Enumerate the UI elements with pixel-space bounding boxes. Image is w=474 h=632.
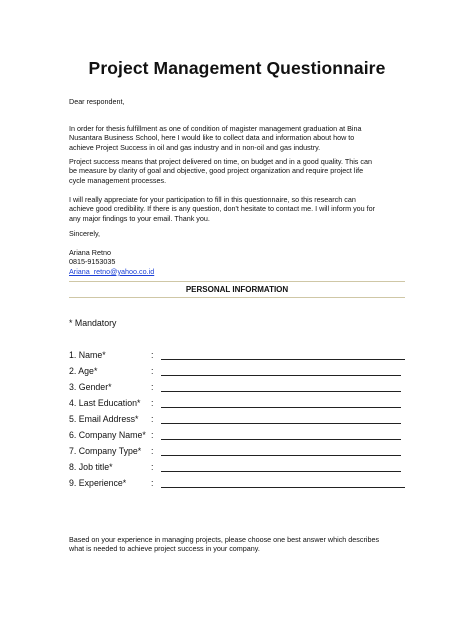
appreciation-line: achieve good credibility. If there is any question, don't hesitate to contact me. I will inform you for — [69, 204, 376, 214]
signature-name: Ariana Retno — [69, 248, 111, 257]
instructions-line: Based on your experience in managing projects, please choose one best answer which describes — [69, 535, 380, 544]
field-colon: : — [151, 446, 154, 456]
project-success-line: Project success means that project delivered on time, on budget and in a good quality. This can — [69, 157, 372, 166]
project-success-line: be measure by clarity of goal and objective, good project organization and require project life — [69, 166, 364, 176]
age-input-line[interactable] — [161, 375, 401, 376]
field-colon: : — [151, 478, 154, 488]
intro-paragraph — [69, 124, 406, 152]
form-field-experience — [69, 478, 409, 492]
project-success-paragraph — [69, 157, 406, 185]
field-colon: : — [151, 414, 154, 424]
signature-phone: 0815-9153035 — [69, 257, 116, 267]
form-field-last-education — [69, 398, 409, 412]
appreciation-paragraph — [69, 195, 406, 223]
field-colon: : — [151, 398, 154, 408]
greeting: Dear respondent, — [69, 97, 125, 106]
field-label: 6. Company Name* — [69, 430, 146, 440]
field-label: 9. Experience* — [69, 478, 127, 488]
field-label: 1. Name* — [69, 350, 106, 360]
company-name-input-line[interactable] — [161, 439, 401, 440]
field-label: 8. Job title* — [69, 462, 113, 472]
mandatory-note: * Mandatory — [69, 318, 117, 328]
intro-line: Nusantara Business School, here I would like to collect data and information about how to — [69, 133, 355, 143]
form-field-age — [69, 366, 409, 380]
section-divider-bottom — [69, 297, 405, 298]
gender-input-line[interactable] — [161, 391, 401, 392]
job-title-input-line[interactable] — [161, 471, 401, 472]
signature-block — [69, 248, 406, 276]
form-field-company-name — [69, 430, 409, 444]
project-success-line: cycle management processes. — [69, 175, 167, 185]
email-address-input-line[interactable] — [161, 423, 401, 424]
instructions-line: what is needed to achieve project success in your company. — [69, 544, 260, 554]
field-label: 3. Gender* — [69, 382, 112, 392]
field-label: 2. Age* — [69, 366, 98, 376]
document-title: Project Management Questionnaire — [88, 58, 386, 78]
field-colon: : — [151, 350, 154, 360]
form-field-name — [69, 350, 409, 364]
appreciation-line: I will really appreciate for your participation to fill in this questionnaire, so this research can — [69, 195, 356, 204]
company-type-input-line[interactable] — [161, 455, 401, 456]
section-divider-top — [69, 281, 405, 282]
field-colon: : — [151, 382, 154, 392]
form-field-gender — [69, 382, 409, 396]
field-label: 5. Email Address* — [69, 414, 139, 424]
field-colon: : — [151, 462, 154, 472]
field-colon: : — [151, 366, 154, 376]
section-title: PERSONAL INFORMATION — [185, 285, 289, 294]
field-label: 7. Company Type* — [69, 446, 142, 456]
form-field-job-title — [69, 462, 409, 476]
name-input-line[interactable] — [161, 359, 405, 360]
signature-email-link[interactable]: Ariana_retno@yahoo.co.id — [69, 266, 155, 276]
form-field-email-address — [69, 414, 409, 428]
intro-line: In order for thesis fulfillment as one of condition of magister management graduation at Bina — [69, 124, 362, 133]
field-label: 4. Last Education* — [69, 398, 141, 408]
last-education-input-line[interactable] — [161, 407, 401, 408]
closing: Sincerely, — [69, 229, 101, 238]
experience-input-line[interactable] — [161, 487, 405, 488]
instructions-paragraph — [69, 535, 406, 554]
intro-line: achieve Project Success in oil and gas industry and in non-oil and gas industry. — [69, 142, 321, 152]
appreciation-line: any major findings to your email. Thank you. — [69, 213, 210, 223]
field-colon: : — [151, 430, 154, 440]
form-field-company-type — [69, 446, 409, 460]
